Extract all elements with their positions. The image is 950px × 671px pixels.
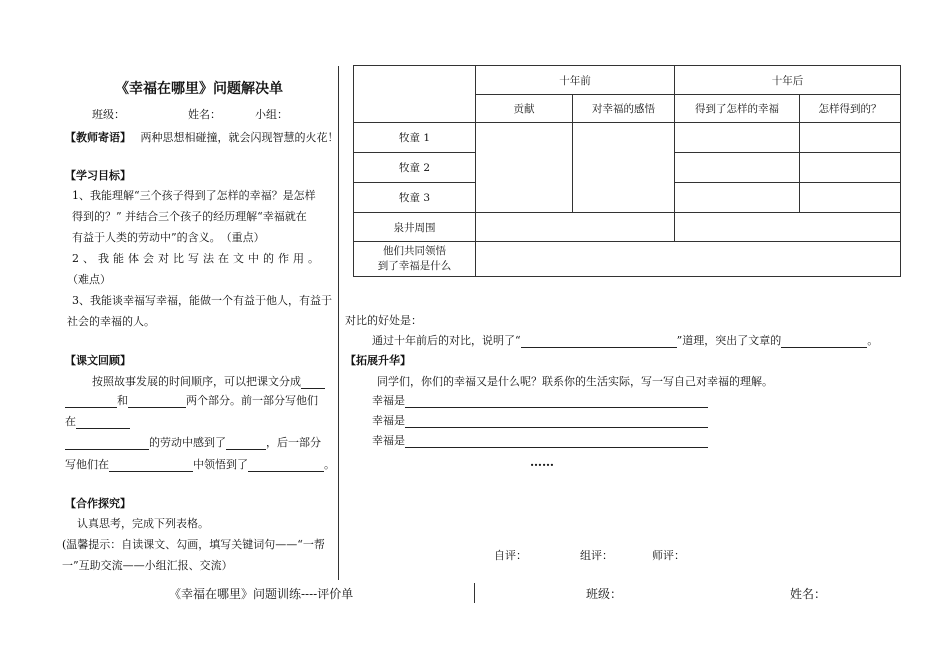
review-text-4b: ，后一部分 — [266, 436, 321, 449]
review-line2 — [65, 392, 318, 408]
review-blank-5[interactable] — [65, 437, 149, 450]
footer-divider — [474, 583, 475, 603]
happiness-blank-3[interactable] — [405, 435, 708, 448]
review-blank-7[interactable] — [109, 459, 193, 472]
goals-heading: 【学习目标】 — [65, 169, 131, 182]
name-label: 姓名： — [188, 108, 221, 121]
row-label-common — [354, 242, 476, 277]
review-blank-1[interactable] — [301, 376, 325, 389]
contrast-blank-2[interactable] — [781, 335, 867, 348]
happiness-label-3: 幸福是 — [372, 434, 405, 447]
row-label-shepherd-2: 牧童 2 — [354, 153, 476, 183]
footer-class-label: 班级： — [586, 587, 623, 601]
happiness-blank-2[interactable] — [405, 415, 708, 428]
coop-line3: 一”互助交流——小组汇报、交流） — [62, 559, 233, 572]
cell-how-3[interactable] — [800, 183, 901, 213]
review-text-3: 在 — [65, 415, 76, 428]
exploration-table — [353, 65, 901, 277]
cell-happiness-1[interactable] — [675, 123, 800, 153]
cell-feeling-shared[interactable] — [573, 123, 675, 213]
header-corner — [354, 66, 476, 123]
coop-line2: (温馨提示：自读课文、勾画，填写关键词句——“一帮 — [62, 538, 325, 551]
cell-how-1[interactable] — [800, 123, 901, 153]
cell-well-before[interactable] — [476, 213, 675, 242]
review-text-and: 和 — [117, 394, 128, 407]
review-line1 — [92, 373, 325, 389]
cell-happiness-3[interactable] — [675, 183, 800, 213]
goal1-line2: 得到的？” 并结合三个孩子的经历理解“幸福就在 — [72, 210, 307, 223]
goal3-line2: 社会的幸福的人。 — [67, 315, 155, 328]
happiness-line-2 — [372, 412, 708, 428]
review-text-4: 的劳动中感到了 — [149, 436, 226, 449]
review-blank-4[interactable] — [76, 416, 130, 429]
contrast-text-1: 通过十年前后的对比，说明了“ — [372, 334, 521, 347]
expand-heading: 【拓展升华】 — [345, 354, 411, 367]
row-label-well: 泉井周围 — [354, 213, 476, 242]
footer-title: 《幸福在哪里》问题训练----评价单 — [169, 587, 354, 601]
review-heading: 【课文回顾】 — [65, 354, 131, 367]
contrast-label: 对比的好处是： — [345, 314, 422, 327]
group-label: 小组： — [255, 108, 288, 121]
cell-how-2[interactable] — [800, 153, 901, 183]
self-eval-label: 自评： — [494, 549, 527, 562]
class-label: 班级： — [92, 108, 125, 121]
happiness-label-2: 幸福是 — [372, 414, 405, 427]
happiness-blank-1[interactable] — [405, 395, 708, 408]
cell-well-after[interactable] — [675, 213, 901, 242]
footer-name-label: 姓名： — [790, 587, 827, 601]
review-line3 — [65, 413, 130, 429]
review-blank-6[interactable] — [226, 437, 266, 450]
header-after: 十年后 — [675, 66, 901, 95]
review-text-5: 写他们在 — [65, 458, 109, 471]
header-what-happiness: 得到了怎样的幸福 — [675, 95, 800, 123]
cell-common-answer[interactable] — [476, 242, 901, 277]
review-text-5b: 中领悟到了 — [193, 458, 248, 471]
coop-heading: 【合作探究】 — [65, 497, 131, 510]
column-divider — [338, 66, 339, 580]
goal2-line2: （难点） — [67, 273, 111, 286]
cell-contribution-shared[interactable] — [476, 123, 573, 213]
review-line4 — [65, 434, 321, 450]
contrast-text-2: ”道理，突出了文章的 — [676, 334, 782, 347]
goal1-line1: 1、我能理解“三个孩子得到了怎样的幸福？是怎样 — [72, 189, 316, 202]
review-line5 — [65, 456, 335, 472]
row-label-shepherd-1: 牧童 1 — [354, 123, 476, 153]
review-blank-2[interactable] — [65, 395, 117, 408]
expand-text: 同学们，你们的幸福又是什么呢？联系你的生活实际，写一写自己对幸福的理解。 — [377, 375, 773, 388]
header-before: 十年前 — [476, 66, 675, 95]
goal1-line3: 有益于人类的劳动中”的含义。 （重点） — [72, 231, 265, 244]
ellipsis: …… — [530, 455, 554, 469]
cell-happiness-2[interactable] — [675, 153, 800, 183]
teacher-words-row — [65, 129, 339, 145]
group-eval-label: 组评： — [580, 549, 613, 562]
review-text-1: 按照故事发展的时间顺序，可以把课文分成 — [92, 375, 301, 388]
review-blank-3[interactable] — [128, 395, 186, 408]
goal2-line1: 2、我能体会对比写法在文中的作用。 — [72, 252, 323, 265]
row-label-common-line1: 他们共同领悟 — [383, 245, 446, 257]
review-text-2: 两个部分。前一部分写他们 — [186, 394, 318, 407]
header-how-got: 怎样得到的？ — [800, 95, 901, 123]
happiness-line-3 — [372, 432, 708, 448]
header-contribution: 贡献 — [476, 95, 573, 123]
contrast-line — [372, 332, 878, 348]
page-title: 《幸福在哪里》问题解决单 — [115, 81, 283, 97]
header-feeling: 对幸福的感悟 — [573, 95, 675, 123]
contrast-text-3: 。 — [867, 334, 879, 347]
teacher-words: 两种思想相碰撞，就会闪现智慧的火花！ — [140, 131, 339, 144]
review-blank-8[interactable] — [248, 459, 324, 472]
teacher-words-heading: 【教师寄语】 — [65, 131, 131, 144]
contrast-blank-1[interactable] — [521, 335, 677, 348]
teacher-eval-label: 师评： — [652, 549, 685, 562]
happiness-label-1: 幸福是 — [372, 394, 405, 407]
coop-line1: 认真思考，完成下列表格。 — [77, 517, 209, 530]
row-label-shepherd-3: 牧童 3 — [354, 183, 476, 213]
review-text-5c: 。 — [324, 458, 335, 471]
happiness-line-1 — [372, 392, 708, 408]
row-label-common-line2: 到了幸福是什么 — [377, 260, 452, 272]
goal3-line1: 3、我能谈幸福写幸福，能做一个有益于他人，有益于 — [72, 294, 332, 307]
